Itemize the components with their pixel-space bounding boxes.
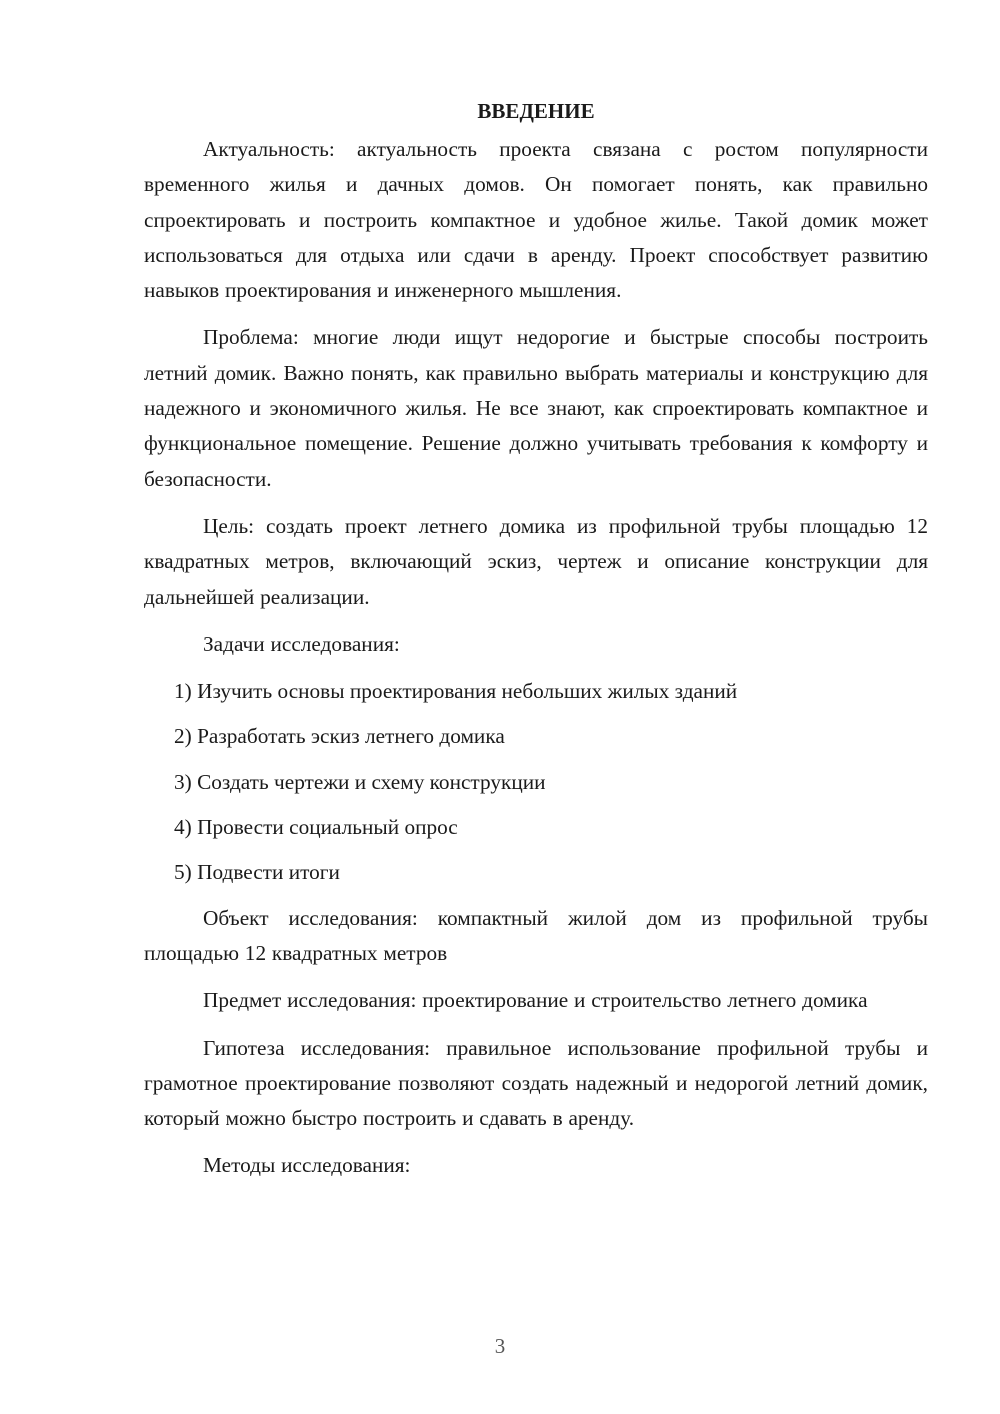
list-item: 5) Подвести итоги xyxy=(174,860,340,885)
paragraph-subject: Предмет исследования: проектирование и строительство летнего домика xyxy=(203,988,868,1013)
paragraph-goal: Цель: создать проект летнего домика из профильной трубы площадью 12 квадратных метров, включающий эскиз, чертеж и описание конструкции для дальнейшей реализации. xyxy=(144,513,928,609)
paragraph-methods: Методы исследования: xyxy=(203,1153,411,1178)
tasks-list xyxy=(144,674,928,890)
list-item: 3) Создать чертежи и схему конструкции xyxy=(174,769,546,794)
list-item: 2) Разработать эскиз летнего домика xyxy=(174,724,505,749)
document-page xyxy=(144,96,928,1196)
list-item: 4) Провести социальный опрос xyxy=(174,815,458,840)
paragraph-hypothesis: Гипотеза исследования: правильное использование профильной трубы и грамотное проектирование позволяют создать надежный и недорогой летний домик, который можно быстро построить и сдавать в аренду. xyxy=(144,1035,928,1131)
list-item: 1) Изучить основы проектирования небольших жилых зданий xyxy=(174,679,738,704)
paragraph-problem: Проблема: многие люди ищут недорогие и быстрые способы построить летний домик. Важно понять, как правильно выбрать материалы и конструкцию для надежного и экономичного жилья. Не все знают, как спроектировать компактное и функциональное помещение. Решение должно учитывать требования к комфорту и безопасности. xyxy=(144,325,928,491)
page-number: 3 xyxy=(494,1334,506,1358)
section-heading: ВВЕДЕНИЕ xyxy=(477,99,595,123)
paragraph-tasks-title: Задачи исследования: xyxy=(203,631,400,656)
paragraph-relevance: Актуальность: актуальность проекта связана с ростом популярности временного жилья и дачных домов. Он помогает понять, как правильно спроектировать и построить компактное и удобное жилье. Такой домик может использоваться для отдыха или сдачи в аренду. Проект способствует развитию навыков проектирования и инженерного мышления. xyxy=(144,137,928,303)
paragraph-object: Объект исследования: компактный жилой дом из профильной трубы площадью 12 квадратных метров xyxy=(144,905,928,965)
